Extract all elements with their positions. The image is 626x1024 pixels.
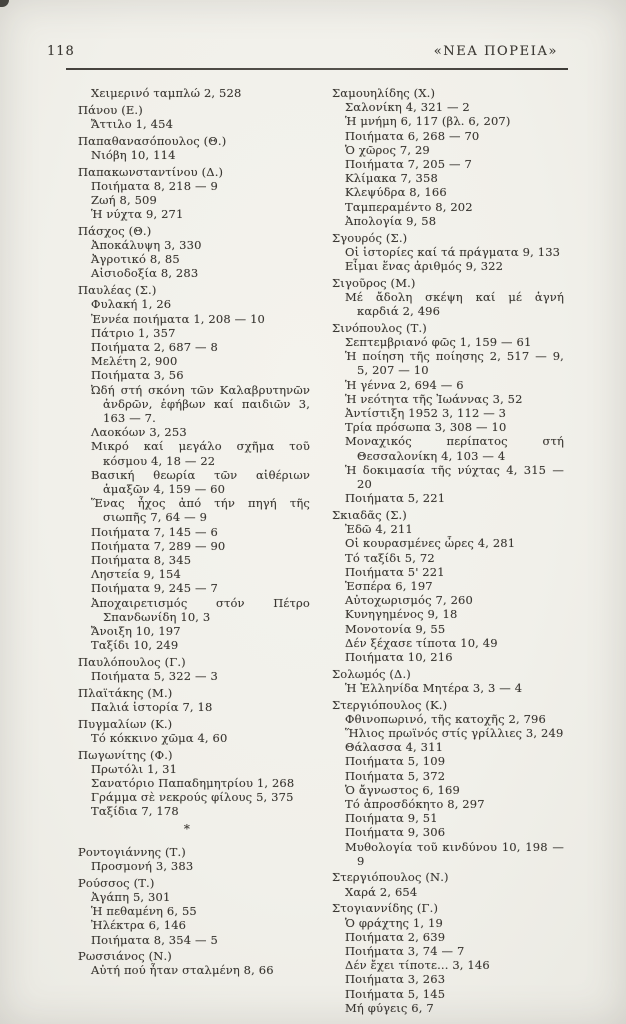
work-entry: Μικρό καί μεγάλο σχῆμα τοῦ κόσμου 4, 18 — 22 — [91, 439, 310, 468]
work-entry: Ποιήματα 2, 639 — [345, 929, 446, 944]
index-entry — [332, 508, 564, 664]
author-name: Πωγωνίτης (Φ.) — [78, 747, 173, 762]
author-name: Ρωσσιάνος (Ν.) — [78, 949, 172, 964]
work-entry: Ἡ νύχτα 9, 271 — [91, 207, 184, 222]
author-name: Ροντογιάννης (Τ.) — [78, 844, 186, 859]
work-entry: Ποιήματα 7, 289 — 90 — [91, 538, 226, 553]
index-entry — [332, 667, 564, 695]
index-entry — [332, 86, 564, 228]
work-entry: Ταξίδι 10, 249 — [91, 638, 179, 653]
work-entry: Τρία πρόσωπα 3, 308 — 10 — [345, 420, 507, 435]
work-entry: Φυλακή 1, 26 — [91, 297, 172, 312]
work-entry: Ἡ δοκιμασία τῆς νύχτας 4, 315 — 20 — [345, 462, 564, 491]
author-name: Σολωμός (Δ.) — [332, 666, 411, 681]
author-name: Πάσχος (Θ.) — [78, 223, 152, 238]
work-entry: Σεπτεμβριανό φῶς 1, 159 — 61 — [345, 334, 532, 349]
index-entry — [78, 949, 310, 977]
index-entry — [332, 231, 564, 274]
work-entry: Ἀποκάλυψη 3, 330 — [91, 238, 202, 253]
work-entry: Γράμμα σὲ νεκρούς φίλους 5, 375 — [91, 790, 294, 805]
work-entry: Ποιήματα 3, 56 — [91, 368, 184, 383]
work-entry: Ὁ χῶρος 7, 29 — [345, 142, 430, 157]
work-entry: Φθινοπωρινό, τῆς κατοχῆς 2, 796 — [345, 711, 546, 726]
work-entry: Αὐτή πού ἦταν σταλμένη 8, 66 — [91, 963, 274, 978]
header-rule — [66, 68, 568, 70]
index-entry — [78, 86, 310, 100]
work-entry: Μυθολογία τοῦ κινδύνου 10, 198 — 9 — [345, 839, 564, 868]
work-entry: Ποιήματα 8, 345 — [91, 553, 192, 567]
work-entry: Ἠλέκτρα 6, 146 — [91, 918, 187, 933]
author-name: Πλαϊτάκης (Μ.) — [78, 685, 173, 700]
work-entry: Ποιήματα 5' 221 — [345, 564, 445, 579]
work-entry: Ἀγάπη 5, 301 — [91, 889, 171, 904]
work-entry: Ὁ ἄγνωστος 6, 169 — [345, 782, 460, 797]
index-entry — [332, 321, 564, 506]
work-entry: Οἱ κουρασμένες ὧρες 4, 281 — [345, 536, 516, 551]
work-entry: Ποιήματα 5, 372 — [345, 768, 446, 783]
work-entry: Δέν ἔχει τίποτε... 3, 146 — [345, 958, 490, 973]
page-number: 118 — [47, 44, 75, 59]
work-entry: Ὁ φράχτης 1, 19 — [345, 915, 443, 930]
author-name: Σινόπουλος (Τ.) — [332, 320, 427, 335]
work-entry: Ποιήματα 10, 216 — [345, 649, 453, 664]
index-entry — [78, 224, 310, 281]
author-name: Παπαθανασόπουλος (Θ.) — [78, 133, 227, 148]
page-header — [47, 44, 564, 60]
work-entry: Κυνηγημένος 9, 18 — [345, 607, 458, 622]
work-entry: Ἡ μνήμη 6, 117 (βλ. 6, 207) — [345, 114, 511, 129]
work-entry: Ληστεία 9, 154 — [91, 567, 181, 582]
index-column-0 — [78, 86, 310, 1015]
work-entry: Ἡ ποίηση τῆς ποίησης 2, 517 — 9, 5, 207 — 10 — [345, 349, 564, 378]
work-entry: Ποιήματα 8, 218 — 9 — [91, 178, 218, 193]
work-entry: Παλιά ἱστορία 7, 18 — [91, 700, 213, 715]
work-entry: Εἶμαι ἕνας ἀριθμός 9, 322 — [345, 258, 504, 273]
work-entry: Ποιήματα 9, 245 — 7 — [91, 581, 218, 596]
work-entry: Ἑσπέρα 6, 197 — [345, 578, 433, 593]
work-entry: Ἥλιος πρωϊνός στίς γρίλλιες 3, 249 — [345, 725, 564, 740]
work-entry: Προσμονή 3, 383 — [91, 859, 194, 874]
scan-corner-artifact — [0, 0, 9, 7]
author-name: Παυλέας (Σ.) — [78, 283, 157, 298]
work-entry: Ποιήματα 9, 306 — [345, 825, 446, 840]
work-entry: Ἄττιλο 1, 454 — [91, 116, 174, 131]
work-entry: Ὠδή στή σκόνη τῶν Καλαβρυτηνῶν ἀνδρῶν, ἐφήβων καί παιδιῶν 3, 163 — 7. — [91, 382, 310, 425]
work-entry: Σαλονίκη 4, 321 — 2 — [345, 100, 470, 115]
index-entry — [78, 103, 310, 131]
work-entry: Κλεψύδρα 8, 166 — [345, 185, 447, 200]
index-column-1 — [332, 86, 564, 1015]
work-entry: Ποιήματα 3, 74 — 7 — [345, 943, 465, 958]
work-entry: Μέ ἄδολη σκέψη καί μέ ἁγνή καρδιά 2, 496 — [345, 289, 564, 319]
author-name: Στογιαννίδης (Γ.) — [332, 901, 439, 916]
journal-title: «ΝΕΑ ΠΟΡΕΙΑ» — [433, 44, 558, 59]
work-entry: Ἀπολογία 9, 58 — [345, 213, 437, 228]
index-entry — [78, 876, 310, 947]
work-entry: Τό ἀπροσδόκητο 8, 297 — [345, 796, 485, 811]
work-entry: Μή φύγεις 6, 7 — [345, 1000, 434, 1015]
author-name: Ρούσσος (Τ.) — [78, 875, 155, 890]
work-entry: Ποιήματα 3, 263 — [345, 972, 446, 987]
work-entry: Οἱ ἱστορίες καί τά πράγματα 9, 133 — [345, 244, 561, 259]
index-entry — [78, 717, 310, 745]
work-entry: Θάλασσα 4, 311 — [345, 740, 444, 755]
work-entry: Ταμπεραμέντο 8, 202 — [345, 199, 473, 214]
work-entry: Ποιήματα 8, 354 — 5 — [91, 932, 218, 947]
work-entry: Ἡ νεότητα τῆς Ἰωάννας 3, 52 — [345, 391, 523, 406]
work-entry: Βασική θεωρία τῶν αἰθέριων ἁμαξῶν 4, 159 — 60 — [91, 467, 310, 496]
work-entry: Αὐτοχωρισμός 7, 260 — [345, 593, 473, 608]
work-entry: Ποιήματα 5, 322 — 3 — [91, 669, 218, 684]
author-name: Σιγοῦρος (Μ.) — [332, 275, 416, 290]
index-entry — [78, 845, 310, 873]
author-name: Σγουρός (Σ.) — [332, 230, 408, 245]
index-entry — [78, 165, 310, 222]
author-name: Πυγμαλίων (Κ.) — [78, 716, 173, 731]
work-entry: Ἐννέα ποιήματα 1, 208 — 10 — [91, 311, 265, 326]
work-entry: Ποιήματα 6, 268 — 70 — [345, 128, 480, 143]
index-entry — [78, 655, 310, 683]
index-entry — [78, 283, 310, 652]
work-entry: Πρωτόλι 1, 31 — [91, 761, 178, 776]
work-entry: Ἀγροτικό 8, 85 — [91, 252, 180, 267]
author-name: Παπακωνσταντίνου (Δ.) — [78, 164, 224, 179]
work-entry: Μοναχικός περίπατος στή Θεσσαλονίκη 4, 103 — 4 — [345, 434, 564, 463]
work-entry: Ἐδῶ 4, 211 — [345, 522, 413, 537]
work-entry: Ἡ πεθαμένη 6, 55 — [91, 904, 197, 919]
work-entry: Νιόβη 10, 114 — [91, 147, 176, 162]
work-entry: Κλίμακα 7, 358 — [345, 171, 438, 186]
work-entry: Ποιήματα 5, 221 — [345, 491, 446, 506]
work-entry: Λαοκόων 3, 253 — [91, 425, 187, 440]
author-name: Στεργιόπουλος (Ν.) — [332, 870, 449, 885]
work-entry: Σανατόριο Παπαδημητρίου 1, 268 — [91, 776, 295, 791]
index-entry — [78, 134, 310, 162]
index-entry — [78, 686, 310, 714]
work-entry: Τό κόκκινο χῶμα 4, 60 — [91, 730, 228, 745]
work-entry: Τό ταξίδι 5, 72 — [345, 550, 435, 565]
work-entry: Χειμερινό ταμπλώ 2, 528 — [91, 86, 242, 100]
work-entry: Ἀντίστιξη 1952 3, 112 — 3 — [345, 405, 507, 420]
work-entry: Χαρά 2, 654 — [345, 884, 418, 899]
index-entry — [332, 901, 564, 1015]
work-entry: Ἕνας ἦχος ἀπό τήν πηγή τῆς σιωπῆς 7, 64 — 9 — [91, 496, 310, 525]
work-entry: Ποιήματα 9, 51 — [345, 811, 438, 826]
work-entry: Δέν ξέχασε τίποτα 10, 49 — [345, 635, 498, 650]
work-entry: Μονοτονία 9, 55 — [345, 621, 446, 636]
author-name: Παυλόπουλος (Γ.) — [78, 654, 186, 669]
work-entry: Ταξίδια 7, 178 — [91, 804, 179, 819]
section-separator: * — [183, 821, 191, 836]
work-entry: Ποιήματα 5, 109 — [345, 754, 446, 769]
index-entry — [332, 276, 564, 319]
work-entry: Ποιήματα 7, 205 — 7 — [345, 157, 472, 172]
work-entry: Πάτριο 1, 357 — [91, 325, 176, 340]
work-entry: Ἄνοιξη 10, 197 — [91, 624, 181, 639]
work-entry: Ποιήματα 7, 145 — 6 — [91, 524, 218, 539]
work-entry: Ἀποχαιρετισμός στόν Πέτρο Σπανδωνίδη 10, 3 — [91, 595, 310, 624]
author-name: Σαμουηλίδης (Χ.) — [332, 86, 436, 100]
work-entry: Ζωή 8, 509 — [91, 192, 157, 207]
work-entry: Αἰσιοδοξία 8, 283 — [91, 266, 199, 281]
work-entry: Μελέτη 2, 900 — [91, 354, 178, 369]
author-name: Σκιαδᾶς (Σ.) — [332, 507, 407, 522]
author-name: Πάνου (Ε.) — [78, 102, 143, 117]
index-entry — [332, 698, 564, 868]
work-entry: Ἡ Ἑλληνίδα Μητέρα 3, 3 — 4 — [345, 680, 523, 695]
work-entry: Ποιήματα 2, 687 — 8 — [91, 339, 218, 354]
index-entry — [78, 748, 310, 819]
author-name: Στεργιόπουλος (Κ.) — [332, 697, 448, 712]
work-entry: Ποιήματα 5, 145 — [345, 986, 446, 1001]
index-entry — [332, 870, 564, 898]
work-entry: Ἡ γέννα 2, 694 — 6 — [345, 377, 464, 392]
index-columns — [78, 86, 564, 1015]
